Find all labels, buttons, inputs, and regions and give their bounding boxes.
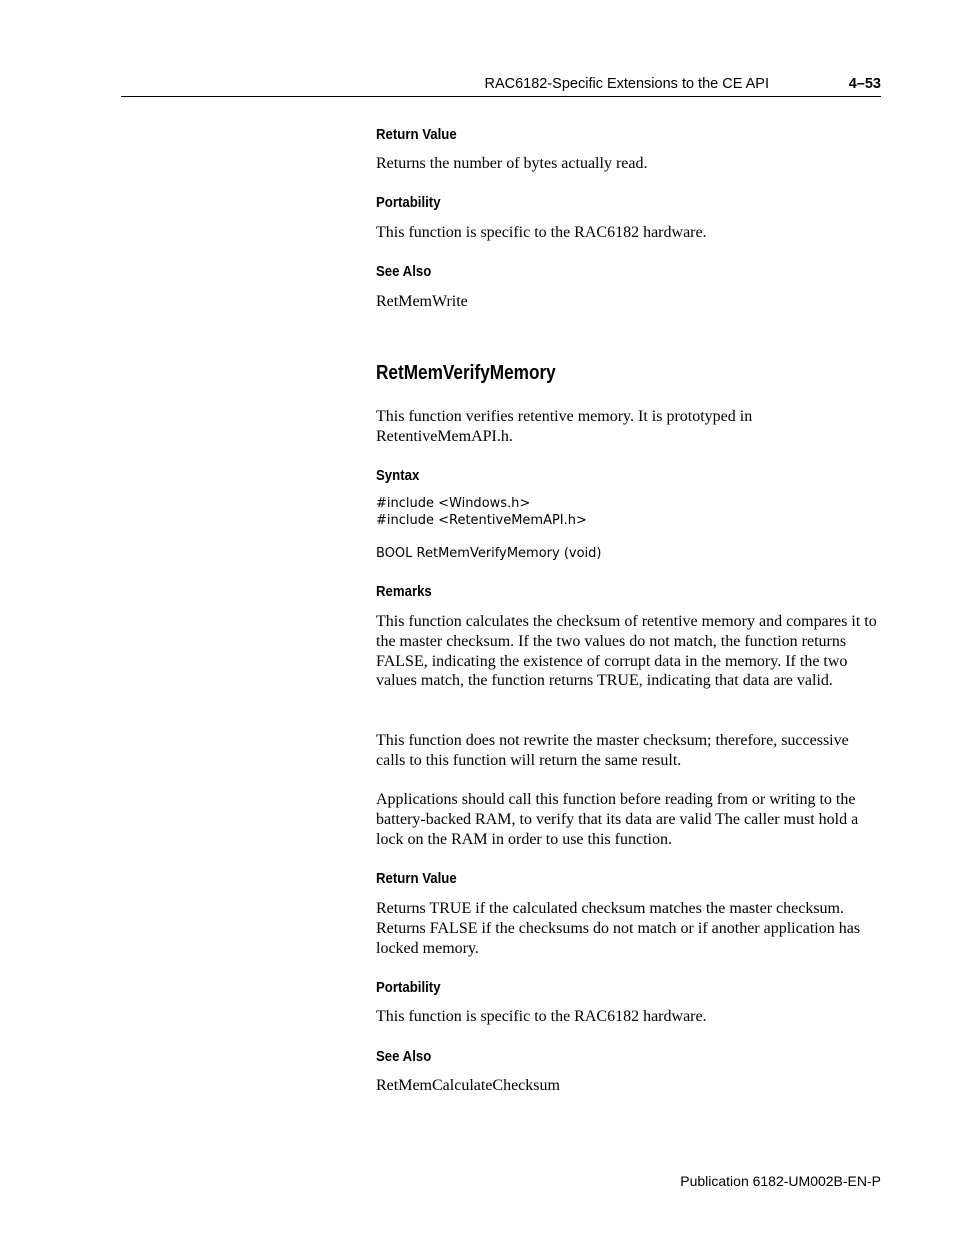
function-intro: This function verifies retentive memory. It is prototyped in RetentiveMemAPI.h. <box>376 408 753 445</box>
see-also-link-2: RetMemCalculateChecksum <box>376 1077 560 1094</box>
remarks-heading: Remarks <box>376 583 432 600</box>
publication-footer: Publication 6182-UM002B-EN-P <box>680 1173 881 1189</box>
page-header <box>121 74 881 97</box>
remarks-paragraph-2: This function does not rewrite the master checksum; therefore, successive calls to this function will return the same result. <box>376 732 849 769</box>
see-also-link: RetMemWrite <box>376 293 468 310</box>
return-value-heading: Return Value <box>376 126 457 143</box>
portability-heading-2: Portability <box>376 979 441 996</box>
portability-text-2: This function is specific to the RAC6182 hardware. <box>376 1008 707 1025</box>
portability-heading: Portability <box>376 194 441 211</box>
remarks-paragraph-3: Applications should call this function before reading from or writing to the battery-backed RAM, to verify that its data are valid The caller must hold a lock on the RAM in order to use this function. <box>376 791 859 848</box>
remarks-paragraph-1: This function calculates the checksum of retentive memory and compares it to the master checksum. If the two values do not match, the function returns FALSE, indicating the existence of corrupt data in the memory. If the two values match, the function returns TRUE, indicating that data are valid. <box>376 613 877 690</box>
header-title: RAC6182-Specific Extensions to the CE API <box>484 76 769 92</box>
see-also-heading: See Also <box>376 263 432 280</box>
include-line-1: #include <Windows.h> <box>376 496 531 511</box>
return-value-text-2: Returns TRUE if the calculated checksum matches the master checksum. Returns FALSE if the checksums do not match or if another application has locked memory. <box>376 900 861 957</box>
portability-text: This function is specific to the RAC6182 hardware. <box>376 224 707 241</box>
return-value-heading-2: Return Value <box>376 870 457 887</box>
function-title: RetMemVerifyMemory <box>376 362 556 384</box>
syntax-heading: Syntax <box>376 467 420 484</box>
see-also-heading-2: See Also <box>376 1048 432 1065</box>
include-line-2: #include <RetentiveMemAPI.h> <box>376 513 587 528</box>
function-prototype: BOOL RetMemVerifyMemory (void) <box>376 546 602 561</box>
return-value-text: Returns the number of bytes actually read. <box>376 155 648 172</box>
page-number: 4–53 <box>848 76 881 92</box>
